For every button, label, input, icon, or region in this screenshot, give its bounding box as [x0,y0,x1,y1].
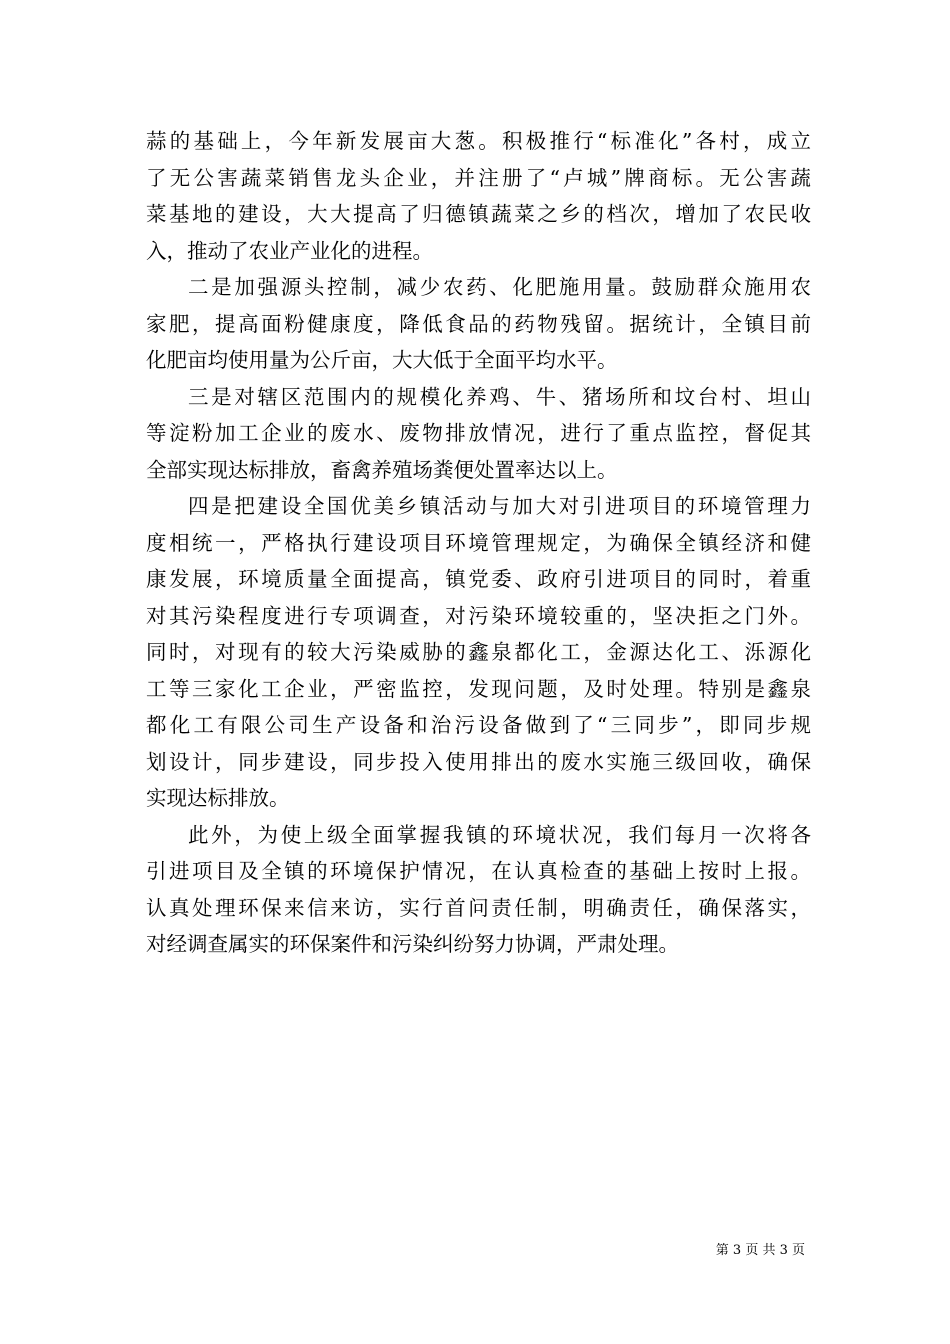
text-line: 同时，对现有的较大污染威胁的鑫泉都化工，金源达化工、泺源化 [146,640,811,664]
text-line: 对其污染程度进行专项调查，对污染环境较重的，坚决拒之门外。 [146,603,811,628]
text-line: 工等三家化工企业，严密监控，发现问题，及时处理。特别是鑫泉 [146,676,811,701]
text-line: 实现达标排放。 [146,786,290,810]
text-line: 划设计，同步建设，同步投入使用排出的废水实施三级回收，确保 [146,749,811,774]
body-text [146,123,811,963]
text-line: 三是对辖区范围内的规模化养鸡、牛、猪场所和坟台村、坦山 [188,384,811,409]
text-line: 菜基地的建设，大大提高了归德镇蔬菜之乡的档次，增加了农民收 [146,202,811,226]
text-line: 蒜的基础上，今年新发展亩大葱。积极推行“标准化”各村，成立 [146,129,811,153]
text-line: 二是加强源头控制，减少农药、化肥施用量。鼓励群众施用农 [188,275,811,299]
text-line: 入，推动了农业产业化的进程。 [146,238,433,263]
text-line: 度相统一，严格执行建设项目环境管理规定，为确保全镇经济和健 [146,530,811,555]
text-line: 对经调查属实的环保案件和污染纠纷努力协调，严肃处理。 [146,932,679,956]
text-line: 此外，为使上级全面掌握我镇的环境状况，我们每月一次将各 [188,822,811,847]
text-line: 全部实现达标排放，畜禽养殖场粪便处置率达以上。 [146,457,618,482]
text-line: 四是把建设全国优美乡镇活动与加大对引进项目的环境管理力 [188,494,811,518]
text-line: 了无公害蔬菜销售龙头企业，并注册了“卢城”牌商标。无公害蔬 [146,165,811,190]
text-line: 康发展，环境质量全面提高，镇党委、政府引进项目的同时，着重 [146,567,811,591]
text-line: 家肥，提高面粉健康度，降低食品的药物残留。据统计，全镇目前 [146,311,811,336]
text-line: 化肥亩均使用量为公斤亩，大大低于全面平均水平。 [146,348,618,372]
text-line: 引进项目及全镇的环境保护情况，在认真检查的基础上按时上报。 [146,859,811,883]
text-line: 都化工有限公司生产设备和治污设备做到了“三同步”，即同步规 [146,713,811,737]
text-line: 认真处理环保来信来访，实行首问责任制，明确责任，确保落实， [146,895,811,920]
page-number: 第 3 页 共 3 页 [715,1243,805,1258]
text-line: 等淀粉加工企业的废水、废物排放情况，进行了重点监控，督促其 [146,421,811,445]
